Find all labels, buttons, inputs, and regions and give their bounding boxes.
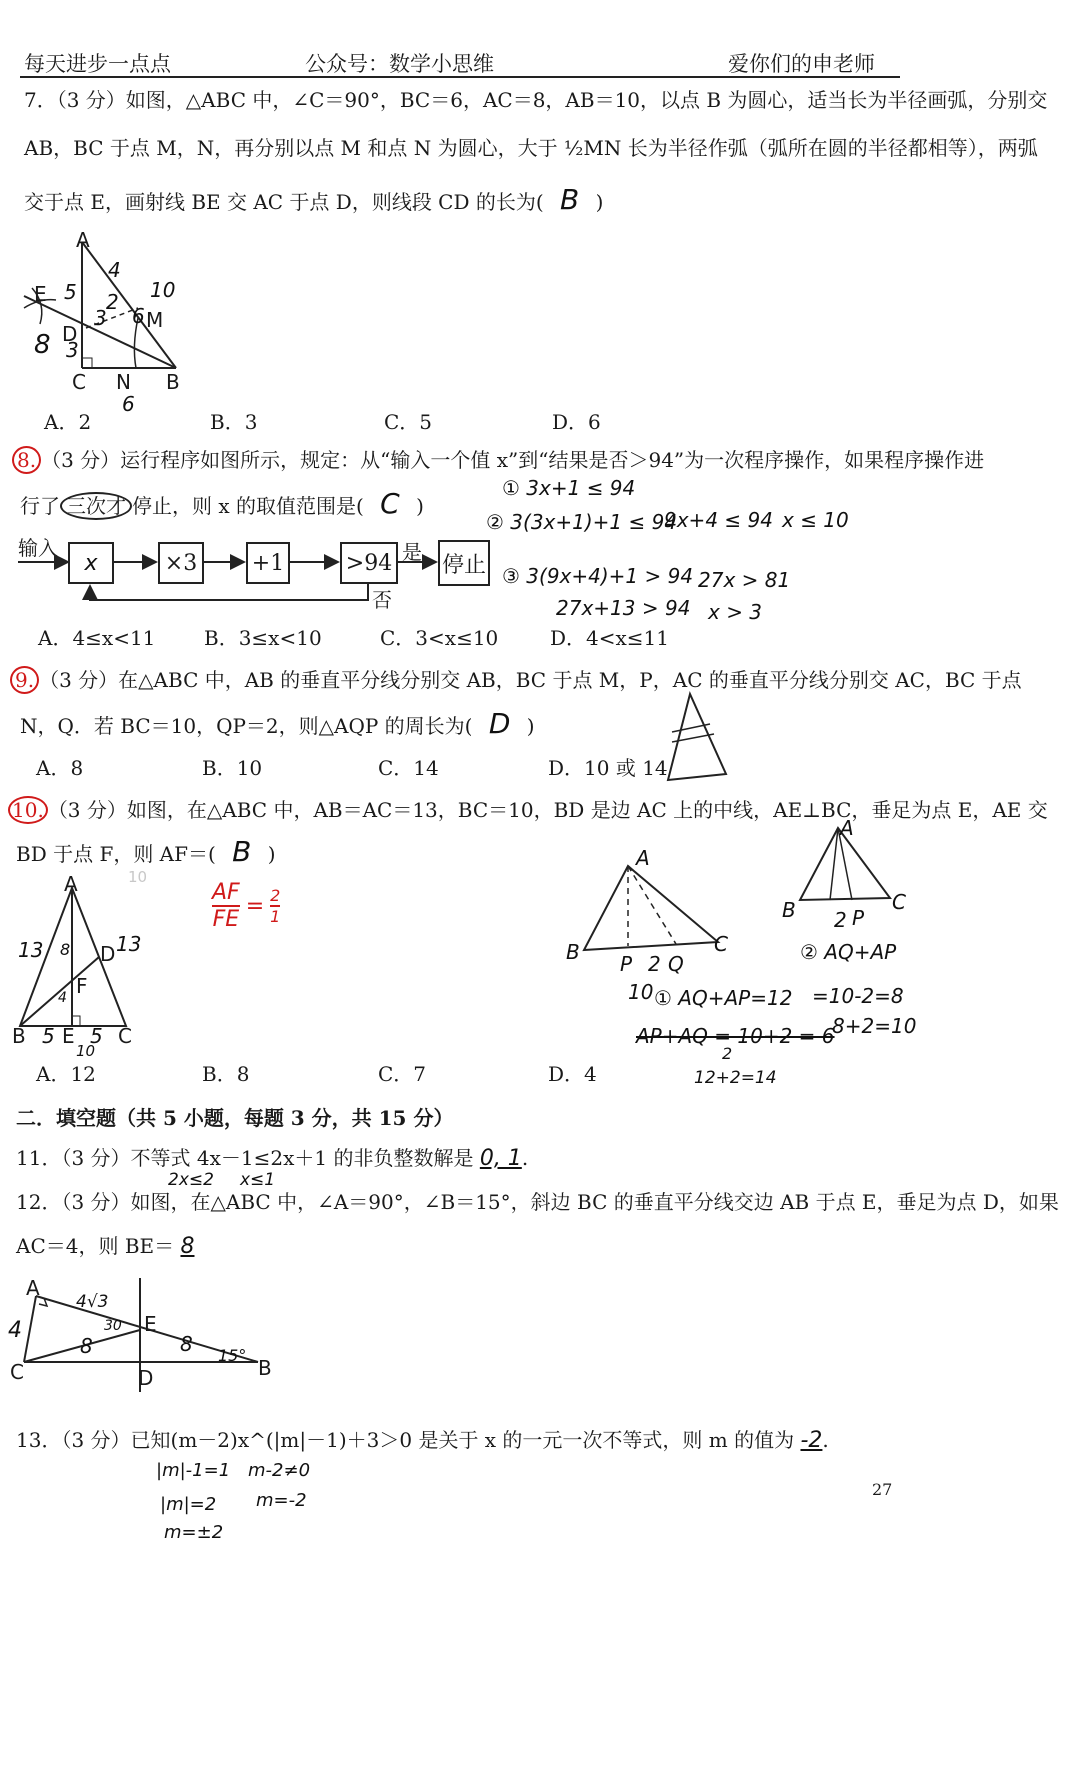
- q10-ratio-left: [212, 880, 240, 932]
- q10-line2-text: BD 于点 F，则 AF＝(: [16, 842, 216, 866]
- q10-label-a: A: [64, 872, 78, 896]
- q10-work-2: AP+AQ = 10+2 = 6: [636, 1024, 835, 1048]
- q10-side2-2: 2: [834, 908, 847, 932]
- q8-line1: [12, 446, 984, 474]
- q9-line2: [20, 707, 535, 740]
- q12-answer: 8: [180, 1234, 195, 1259]
- q8-line1-text: （3 分）运行程序如图所示，规定：从“输入一个值 x”到“结果是否＞94”为一次程序操作，如果程序操作进: [41, 448, 985, 472]
- q7-label-a: A: [76, 228, 90, 252]
- q10-ratio-right: [270, 886, 280, 926]
- q7-note-2: 2: [106, 290, 119, 314]
- q10-side1-q: Q: [668, 952, 684, 976]
- q10-side1-triangle: [584, 866, 718, 950]
- section-2-title: 二．填空题（共 5 小题，每题 3 分，共 15 分）: [16, 1106, 454, 1130]
- q10-line1-text: （3 分）如图，在△ABC 中，AB＝AC＝13，BC＝10，BD 是边 AC 上的中线，AE⊥BC，垂足为点 E，AE 交: [47, 798, 1048, 822]
- q9-close: ): [526, 714, 535, 738]
- q10-side-figure-1: [578, 858, 728, 958]
- q8-number: 8.: [12, 446, 41, 474]
- q8-work-1: ① 3x+1 ≤ 94: [502, 476, 636, 500]
- q10-number: 10.: [8, 796, 48, 824]
- q10-answer: B: [232, 835, 252, 868]
- q8-option-d[interactable]: D．4<x≤11: [550, 626, 670, 650]
- q10-work-6: =10-2=8: [812, 984, 904, 1008]
- header-center: 公众号：数学小思维: [305, 52, 494, 76]
- q13-end: .: [822, 1428, 829, 1452]
- q12-note-8b: 8: [180, 1332, 193, 1356]
- q11-end: .: [521, 1146, 529, 1170]
- q8-work-3: 9x+4 ≤ 94: [664, 508, 773, 532]
- q8-flow-no: 否: [372, 588, 392, 612]
- q10-option-c[interactable]: C．7: [378, 1062, 427, 1086]
- q7-line3: [24, 183, 604, 216]
- q7-label-m: M: [146, 308, 164, 332]
- q13-line: [16, 1426, 829, 1455]
- q7-label-c: C: [72, 370, 86, 394]
- q8-work-6: 27x > 81: [698, 568, 791, 592]
- q7-option-d[interactable]: D．6: [552, 410, 601, 434]
- q10-ratio-val-bot: 1: [270, 907, 281, 926]
- q10-line2: [16, 835, 276, 868]
- q12-note-4: 4: [8, 1318, 22, 1343]
- q7-note-3b: 3: [66, 338, 79, 362]
- q13-work-3: |m|=2: [160, 1494, 217, 1515]
- q11-answer: 0, 1: [479, 1146, 522, 1171]
- q11-line: [16, 1144, 528, 1173]
- q9-line2-text: N，Q．若 BC＝10，QP＝2，则△AQP 的周长为(: [20, 714, 473, 738]
- q8-answer: C: [380, 487, 400, 520]
- q9-answer: D: [488, 707, 511, 740]
- q7-side-ab: [82, 242, 176, 368]
- q9-number: 9.: [10, 666, 39, 694]
- q8-box-mul-text: ×3: [164, 550, 198, 576]
- q10-note-8: 8: [60, 940, 71, 959]
- q10-work-3: 2: [722, 1044, 733, 1063]
- q10-side2-c: C: [892, 890, 906, 914]
- q8-box-x: [68, 542, 114, 584]
- q13-text: 13．（3 分）已知(m－2)x^(|m|－1)＋3＞0 是关于 x 的一元一次不等式，则 m 的值为: [16, 1428, 795, 1452]
- header-right: 爱你们的申老师: [728, 52, 875, 76]
- q10-line1: [8, 796, 1048, 824]
- q8-option-c[interactable]: C．3<x≤10: [380, 626, 499, 650]
- q10-close: ): [267, 842, 276, 866]
- q8-work-4: x ≤ 10: [782, 508, 849, 532]
- page-number: 27: [872, 1480, 893, 1499]
- q10-note-10: 10: [76, 1042, 96, 1060]
- q10-label-e: E: [62, 1024, 75, 1048]
- q12-line1: 12．（3 分）如图，在△ABC 中，∠A＝90°，∠B＝15°，斜边 BC 的垂直平分线交边 AB 于点 E，垂足为点 D，如果: [16, 1190, 1059, 1214]
- q11-work-1: 2x≤2: [168, 1170, 214, 1190]
- q10-ratio-top: AF: [212, 880, 240, 905]
- q8-flow-input: 输入: [18, 536, 58, 560]
- q10-side1-a: A: [636, 846, 650, 870]
- q8-box-mul: [158, 542, 204, 584]
- q7-note-6: 6: [122, 392, 135, 416]
- q8-circled: 三次才: [60, 492, 132, 520]
- q7-option-c[interactable]: C．5: [384, 410, 433, 434]
- q8-option-a[interactable]: A．4≤x<11: [38, 626, 156, 650]
- q10-label-b: B: [12, 1024, 26, 1048]
- q9-option-d[interactable]: D．10 或 14: [548, 756, 668, 780]
- q10-note-5b: 5: [90, 1024, 103, 1048]
- q11-text: 11．（3 分）不等式 4x－1≤2x＋1 的非负整数解是: [16, 1146, 474, 1170]
- q10-label-d: D: [100, 942, 116, 966]
- q13-answer: -2: [800, 1428, 823, 1453]
- q12-side-ac: [24, 1296, 36, 1362]
- q13-work-1: |m|-1=1: [156, 1460, 231, 1481]
- q10-note-4: 4: [58, 990, 67, 1006]
- q10-side1-10: 10: [628, 980, 654, 1004]
- q13-work-2: m-2≠0: [248, 1460, 311, 1481]
- q12-label-c: C: [10, 1360, 24, 1384]
- q12-label-b: B: [258, 1356, 272, 1380]
- q12-note-8a: 8: [80, 1334, 93, 1358]
- q10-option-d[interactable]: D．4: [548, 1062, 597, 1086]
- q12-label-e: E: [144, 1312, 157, 1336]
- q12-note-15: 15°: [218, 1346, 247, 1365]
- q10-side2-p: P: [852, 906, 865, 930]
- q7-line3-text: 交于点 E，画射线 BE 交 AC 于点 D，则线段 CD 的长为(: [24, 190, 544, 214]
- q10-side1-aq: [628, 866, 676, 944]
- q9-option-b[interactable]: B．10: [202, 756, 263, 780]
- q7-label-b: B: [166, 370, 180, 394]
- q7-note-10: 10: [150, 278, 176, 302]
- q8-line2a: 行了: [20, 494, 60, 518]
- q7-note-6b: 6: [132, 304, 145, 328]
- q9-option-c[interactable]: C．14: [378, 756, 439, 780]
- q8-line2: [20, 487, 424, 520]
- q7-option-b[interactable]: B．3: [210, 410, 258, 434]
- q7-note-4: 4: [108, 258, 121, 282]
- q13-work-4: m=-2: [256, 1490, 307, 1511]
- q10-label-f: F: [76, 974, 88, 998]
- q8-box-add: [246, 542, 290, 584]
- q10-note-13a: 13: [18, 938, 44, 962]
- q7-close: ): [595, 190, 604, 214]
- q12-label-a: A: [26, 1276, 40, 1300]
- q7-right-angle: [82, 358, 92, 368]
- q8-box-x-text: x: [84, 550, 98, 576]
- q7-label-e: E: [34, 282, 47, 306]
- q10-work-4: 12+2=14: [694, 1068, 777, 1088]
- q10-option-b[interactable]: B．8: [202, 1062, 250, 1086]
- q8-box-stop-text: 停止: [441, 552, 486, 578]
- q9-line1-text: （3 分）在△ABC 中，AB 的垂直平分线分别交 AB，BC 于点 M，P，AC 的垂直平分线分别交 AC，BC 于点: [39, 668, 1022, 692]
- q8-box-add-text: +1: [251, 550, 285, 576]
- q10-ratio-eq: =: [245, 893, 265, 919]
- header-rule: [20, 76, 900, 78]
- q8-arrow-loop: [90, 582, 368, 600]
- q12-line2: [16, 1232, 194, 1261]
- q8-box-cmp: [340, 542, 398, 584]
- q10-faint-10: 10: [128, 868, 148, 886]
- q10-note-13b: 13: [116, 932, 142, 956]
- q7-label-n: N: [116, 370, 131, 394]
- q7-line1: 7．（3 分）如图，△ABC 中，∠C＝90°，BC＝6，AC＝8，AB＝10，以点 B 为圆心，适当长为半径画弧，分别交: [24, 88, 1048, 112]
- q7-note-3a: 3: [94, 306, 107, 330]
- q7-answer: B: [560, 183, 580, 216]
- q12-line2-text: AC＝4，则 BE＝: [16, 1234, 175, 1258]
- q8-work-5: ③ 3(9x+4)+1 > 94: [502, 564, 694, 588]
- q8-close: ): [416, 494, 424, 518]
- q8-work-8: x > 3: [708, 600, 763, 624]
- q10-side1-p: P: [620, 952, 633, 976]
- q10-side1-c: C: [714, 932, 728, 956]
- q10-ratio-val-top: 2: [270, 886, 281, 905]
- q9-line1: [10, 666, 1022, 694]
- q9-option-a[interactable]: A．8: [36, 756, 84, 780]
- q12-label-d: D: [138, 1366, 154, 1390]
- q8-box-cmp-text: >94: [345, 550, 393, 576]
- q10-side2-b: B: [782, 898, 796, 922]
- q10-ratio: [212, 880, 280, 932]
- q7-note-8: 8: [34, 330, 51, 360]
- q8-flow-yes: 是: [402, 540, 422, 564]
- q10-work-1: ① AQ+AP=12: [654, 986, 793, 1010]
- q8-box-stop: [438, 540, 490, 586]
- q13-work-5: m=±2: [164, 1522, 224, 1543]
- q10-work-5: ② AQ+AP: [800, 940, 897, 964]
- q12-note-30: 30: [104, 1318, 122, 1334]
- q8-line2b: 停止，则 x 的取值范围是(: [132, 494, 364, 518]
- q10-note-5a: 5: [42, 1024, 55, 1048]
- q10-ratio-bot: FE: [212, 907, 240, 932]
- q10-work-7: 8+2=10: [832, 1014, 917, 1038]
- q7-line2: AB，BC 于点 M，N，再分别以点 M 和点 N 为圆心，大于 ½MN 长为半径作弧（弧所在圆的半径都相等），两弧: [24, 136, 1038, 160]
- q8-work-2: ② 3(3x+1)+1 ≤ 94: [486, 510, 678, 534]
- q10-label-c: C: [118, 1024, 132, 1048]
- q10-option-a[interactable]: A．12: [36, 1062, 96, 1086]
- q12-note-4r3: 4√3: [76, 1292, 109, 1312]
- q10-side2-a: A: [840, 816, 854, 840]
- header-left: 每天进步一点点: [24, 52, 171, 76]
- q9-sketch: [660, 690, 740, 790]
- q8-option-b[interactable]: B．3≤x<10: [204, 626, 322, 650]
- q7-label-d: D: [62, 322, 78, 346]
- q10-side1-2: 2: [648, 952, 661, 976]
- q7-note-5: 5: [64, 280, 77, 304]
- q11-work-2: x≤1: [240, 1170, 276, 1190]
- q7-option-a[interactable]: A．2: [44, 410, 92, 434]
- q8-work-7: 27x+13 > 94: [556, 596, 691, 620]
- q10-side1-b: B: [566, 940, 580, 964]
